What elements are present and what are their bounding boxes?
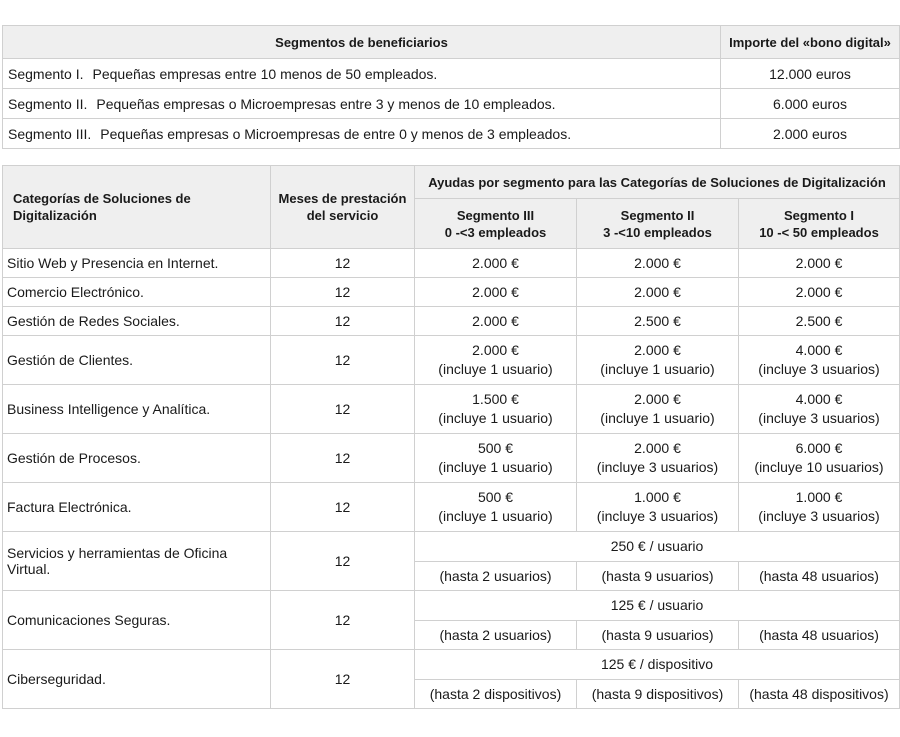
aid-note: (incluye 1 usuario) bbox=[438, 410, 553, 426]
aid-cell bbox=[739, 434, 900, 483]
aid-note: (incluye 1 usuario) bbox=[600, 410, 715, 426]
aid-amount: 1.000 € bbox=[795, 489, 843, 505]
category-cell: Sitio Web y Presencia en Internet. bbox=[3, 249, 271, 278]
aid-cell: 2.000 € bbox=[415, 249, 577, 278]
segment-name: Segmento I bbox=[783, 207, 855, 223]
aid-amount: 2.000 € bbox=[634, 342, 681, 358]
segments-table bbox=[2, 25, 900, 149]
amount-cell: 6.000 euros bbox=[721, 89, 900, 119]
limit-cell: (hasta 48 dispositivos) bbox=[739, 680, 900, 709]
aid-cell bbox=[415, 336, 577, 385]
category-cell: Business Intelligence y Analítica. bbox=[3, 385, 271, 434]
category-cell: Factura Electrónica. bbox=[3, 483, 271, 532]
aid-amount: 1.500 € bbox=[472, 391, 519, 407]
aid-note: (incluye 3 usuarios) bbox=[758, 410, 880, 426]
table-row bbox=[3, 119, 900, 149]
aid-amount: 4.000 € bbox=[795, 391, 843, 407]
months-cell: 12 bbox=[271, 307, 415, 336]
aid-cell bbox=[739, 385, 900, 434]
amount-cell: 12.000 euros bbox=[721, 59, 900, 89]
aid-note: (incluye 1 usuario) bbox=[438, 459, 553, 475]
aid-cell bbox=[415, 483, 577, 532]
aid-amount: 6.000 € bbox=[795, 440, 843, 456]
aid-cell bbox=[739, 483, 900, 532]
months-cell: 12 bbox=[271, 278, 415, 307]
aid-cell bbox=[577, 483, 739, 532]
table-row bbox=[3, 336, 900, 385]
table-row bbox=[3, 278, 900, 307]
table-row bbox=[3, 532, 900, 562]
amount-cell: 2.000 euros bbox=[721, 119, 900, 149]
segment-range: 3 -<10 empleados bbox=[603, 224, 712, 240]
table-row bbox=[3, 591, 900, 621]
table-row bbox=[3, 307, 900, 336]
aid-cell bbox=[577, 434, 739, 483]
aid-note: (incluye 3 usuarios) bbox=[596, 459, 719, 475]
segment-desc: Pequeñas empresas entre 10 menos de 50 empleados. bbox=[92, 65, 438, 82]
limit-cell: (hasta 2 dispositivos) bbox=[415, 680, 577, 709]
category-cell: Comunicaciones Seguras. bbox=[3, 591, 271, 650]
category-cell: Ciberseguridad. bbox=[3, 650, 271, 709]
aid-cell: 2.000 € bbox=[577, 249, 739, 278]
segment-cell bbox=[3, 119, 721, 149]
header-segments: Segmentos de beneficiarios bbox=[3, 26, 721, 59]
segment-desc: Pequeñas empresas o Microempresas entre 3 y menos de 10 empleados. bbox=[96, 95, 556, 112]
months-cell: 12 bbox=[271, 249, 415, 278]
segment-cell bbox=[3, 59, 721, 89]
price-cell: 125 € / usuario bbox=[415, 591, 900, 621]
segment-label: Segmento II. bbox=[8, 95, 88, 112]
months-cell: 12 bbox=[271, 336, 415, 385]
segment-label: Segmento I. bbox=[8, 65, 84, 82]
categories-header-row bbox=[3, 166, 900, 199]
segment-cell bbox=[3, 89, 721, 119]
header-amount: Importe del «bono digital» bbox=[721, 26, 900, 59]
aid-amount: 2.000 € bbox=[472, 342, 519, 358]
aid-cell bbox=[415, 434, 577, 483]
months-cell: 12 bbox=[271, 532, 415, 591]
aid-note: (incluye 1 usuario) bbox=[438, 361, 553, 377]
price-cell: 250 € / usuario bbox=[415, 532, 900, 562]
header-category: Categorías de Soluciones de Digitalización bbox=[3, 166, 271, 249]
table-row bbox=[3, 249, 900, 278]
segment-range: 10 -< 50 empleados bbox=[759, 224, 879, 240]
aid-note: (incluye 3 usuarios) bbox=[758, 508, 880, 524]
header-aid: Ayudas por segmento para las Categorías de Soluciones de Digitalización bbox=[415, 166, 900, 199]
segment-name: Segmento II bbox=[620, 207, 695, 223]
header-months: Meses de prestación del servicio bbox=[271, 166, 415, 249]
limit-cell: (hasta 2 usuarios) bbox=[415, 562, 577, 591]
segments-table-header bbox=[3, 26, 900, 59]
table-row bbox=[3, 89, 900, 119]
months-cell: 12 bbox=[271, 650, 415, 709]
aid-cell: 2.000 € bbox=[577, 278, 739, 307]
segment-label: Segmento III. bbox=[8, 125, 92, 142]
limit-cell: (hasta 48 usuarios) bbox=[739, 621, 900, 650]
aid-note: (incluye 10 usuarios) bbox=[754, 459, 884, 475]
aid-cell bbox=[415, 385, 577, 434]
category-cell: Gestión de Clientes. bbox=[3, 336, 271, 385]
limit-cell: (hasta 48 usuarios) bbox=[739, 562, 900, 591]
aid-amount: 4.000 € bbox=[795, 342, 843, 358]
limit-cell: (hasta 2 usuarios) bbox=[415, 621, 577, 650]
limit-cell: (hasta 9 dispositivos) bbox=[577, 680, 739, 709]
category-cell: Gestión de Redes Sociales. bbox=[3, 307, 271, 336]
table-row bbox=[3, 385, 900, 434]
price-cell: 125 € / dispositivo bbox=[415, 650, 900, 680]
segment-desc: Pequeñas empresas o Microempresas de entre 0 y menos de 3 empleados. bbox=[100, 125, 572, 142]
aid-cell: 2.000 € bbox=[415, 278, 577, 307]
months-cell: 12 bbox=[271, 434, 415, 483]
aid-cell bbox=[577, 385, 739, 434]
categories-table bbox=[2, 165, 900, 709]
limit-cell: (hasta 9 usuarios) bbox=[577, 621, 739, 650]
aid-amount: 1.000 € bbox=[634, 489, 681, 505]
header-segment-iii bbox=[415, 199, 577, 249]
category-cell: Gestión de Procesos. bbox=[3, 434, 271, 483]
aid-amount: 500 € bbox=[477, 489, 514, 505]
header-segment-i bbox=[739, 199, 900, 249]
aid-note: (incluye 1 usuario) bbox=[438, 508, 553, 524]
months-cell: 12 bbox=[271, 385, 415, 434]
aid-cell: 2.000 € bbox=[739, 278, 900, 307]
aid-amount: 2.000 € bbox=[634, 391, 681, 407]
table-row bbox=[3, 59, 900, 89]
aid-cell: 2.000 € bbox=[739, 249, 900, 278]
limit-cell: (hasta 9 usuarios) bbox=[577, 562, 739, 591]
aid-note: (incluye 1 usuario) bbox=[600, 361, 715, 377]
category-cell: Servicios y herramientas de Oficina Virtual. bbox=[3, 532, 271, 591]
aid-amount: 2.000 € bbox=[634, 440, 681, 456]
aid-amount: 500 € bbox=[477, 440, 514, 456]
aid-cell: 2.500 € bbox=[577, 307, 739, 336]
category-cell: Comercio Electrónico. bbox=[3, 278, 271, 307]
aid-cell: 2.000 € bbox=[415, 307, 577, 336]
table-row bbox=[3, 434, 900, 483]
aid-note: (incluye 3 usuarios) bbox=[596, 508, 719, 524]
header-segment-ii bbox=[577, 199, 739, 249]
segment-range: 0 -<3 empleados bbox=[444, 224, 547, 240]
segment-name: Segmento III bbox=[456, 207, 535, 223]
aid-note: (incluye 3 usuarios) bbox=[758, 361, 880, 377]
aid-cell bbox=[739, 336, 900, 385]
table-row bbox=[3, 483, 900, 532]
months-cell: 12 bbox=[271, 483, 415, 532]
months-cell: 12 bbox=[271, 591, 415, 650]
table-row bbox=[3, 650, 900, 680]
aid-cell: 2.500 € bbox=[739, 307, 900, 336]
aid-cell bbox=[577, 336, 739, 385]
